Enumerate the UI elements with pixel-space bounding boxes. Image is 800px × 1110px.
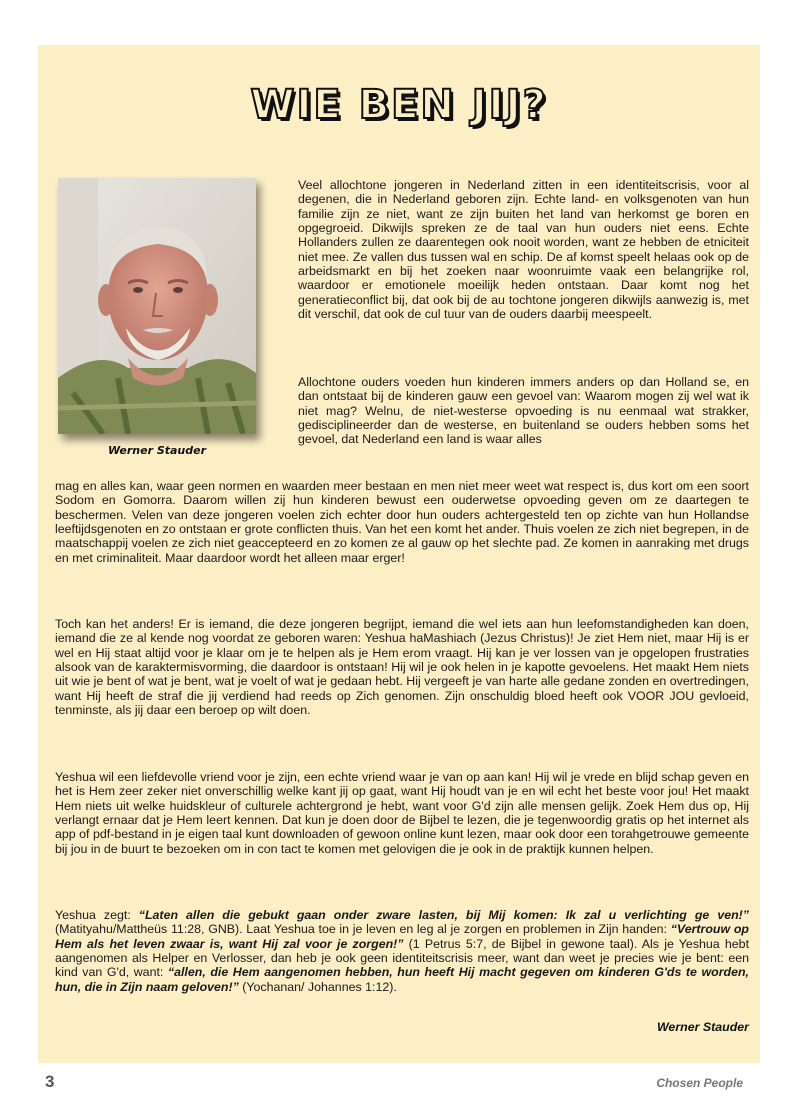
author-signature: Werner Stauder bbox=[656, 1020, 749, 1034]
text-segment: (Matityahu/Mattheüs 11:28, GNB). Laat Yeshua toe in je leven en leg al je zorgen en problemen in Zijn handen: bbox=[55, 922, 671, 937]
bible-quote: “allen, die Hem aangenomen hebben, hun heeft Hij macht gegeven om kinderen G'ds te worden, hun, die in Zijn naam geloven!” bbox=[55, 965, 749, 994]
paragraph-3: mag en alles kan, waar geen normen en waarden meer bestaan en men niet meer weet wat respect is, dus kort om een soort Sodom en Gomorra. Daarom willen zij hun kinderen bewust een ouderwetse opvoeding geven om ze daartegen te beschermen. Velen van deze jongeren voelen zich echter door hun ouders achtergesteld ten op zichte van hun Hollandse leeftijdsgenoten en zo ontstaan er grote conflicten thuis. Van het een komt het ander. Thuis voelen ze zich niet begrepen, in de maatschappij voelen ze zich niet geaccepteerd en zo komen ze al gauw op het slechte pad. Ze komen in aanraking met drugs en met criminaliteit. Maar daardoor wordt het alleen maar erger! bbox=[55, 479, 749, 565]
bible-quote: “Laten allen die gebukt gaan onder zware lasten, bij Mij komen: Ik zal u verlichting ge ven!” bbox=[138, 908, 749, 922]
photo-caption: Werner Stauder bbox=[107, 444, 207, 457]
author-photo bbox=[58, 178, 256, 434]
paragraph-1: Veel allochtone jongeren in Nederland zitten in een identiteitscrisis, voor al degenen, die in Nederland geboren zijn. Echte land- en volksgenoten van hun familie zijn ze niet, want ze zijn buiten het land van herkomst ge boren en opgegroeid. Dikwijls spreken ze de taal van hun ouders niet eens. Echte Hollanders zullen ze daarentegen ook nooit worden, want ze hebben de etniciteit niet mee. Ze vallen dus tussen wal en schip. De af komst speelt helaas ook op de arbeidsmarkt en bij het zoeken naar woonruimte vaak een belangrijke rol, waardoor er emotionele moeilijk heden ontstaan. Daar komt nog het generatieconflict bij, dat ook bij de au tochtone jongeren dikwijls aanwezig is, met dit verschil, dat ook de cul tuur van de ouders daarbij meespeelt. bbox=[298, 178, 749, 322]
paragraph-5: Yeshua wil een liefdevolle vriend voor je zijn, een echte vriend waar je van op aan kan! Hij wil je vrede en blijd schap geven en het is Hem zeer zeker niet onverschillig welke kant jij op gaat, want Hij houdt van je en wil echt het beste voor jou! Het maakt Hem niets uit welke huidskleur of culturele achtergrond je hebt, want voor G'd zijn alle mensen gelijk. Zoek Hem dus op, Hij verlangt ernaar dat je Hem leert kennen. Dat kun je doen door de Bijbel te lezen, die je tegenwoordig gratis op het internet als app of pdf-bestand in je eigen taal kunt downloaden of gewoon online kunt lezen, maar ook door een torahgetrouwe gemeente bij jou in de buurt te bezoeken om in con tact te komen met gelovigen die je ook in de praktijk kunnen helpen. bbox=[55, 770, 749, 856]
paragraph-4: Toch kan het anders! Er is iemand, die deze jongeren begrijpt, iemand die wel iets aan hun leefomstandigheden kan doen, iemand die ze al kende nog voordat ze geboren waren: Yeshua haMashiach (Jezus Christus)! Je ziet Hem niet, maar Hij is er wel en Hij staat altijd voor je klaar om je te helpen als je Hem erom vraagt. Hij kan je ver lossen van je opgelopen frustraties alsook van de karaktermisvorming, die daardoor is ontstaan! Hij wil je ook helen in je kapotte gevoelens. Het maakt Hem niets uit wie je bent of wat je bent, wat je voelt of wat je gedaan hebt. Hij vergeeft je van harte alle gedane zonden en overtredingen, want Hij heeft de straf die jij verdiend had reeds op Zich genomen. Zijn onschuldig bloed heeft ook VOOR JOU gevloeid, tenminste, als jij daar een beroep op wilt doen. bbox=[55, 617, 749, 718]
paragraph-6 bbox=[55, 908, 749, 994]
text-segment: (Yochanan/ Johannes 1:12). bbox=[238, 979, 397, 994]
paragraph-2: Allochtone ouders voeden hun kinderen immers anders op dan Holland se, en dan ontstaat bij de kinderen gauw een gevoel van: Waarom mogen zij wel wat ik niet mag? Welnu, de niet-westerse opvoeding is nu eenmaal wat strakker, gedisciplineerder dan de westerse, en buitenland se ouders hebben soms het gevoel, dat Nederland een land is waar alles bbox=[298, 375, 749, 447]
bible-quote: “Vertrouw op Hem als het leven zwaar is, want Hij zal voor je zorgen!” bbox=[55, 922, 749, 951]
page-title: WIE BEN JIJ? bbox=[250, 82, 548, 128]
text-segment: (1 Petrus 5:7, de Bijbel in gewone taal). Als je Yeshua hebt aangenomen als Helper en Verlosser, dan heb je ook geen identiteitscrisis meer, want dan weet je precies wie je bent: een kind van G'd, want: bbox=[55, 936, 750, 980]
text-segment: Yeshua zegt: bbox=[55, 908, 139, 922]
publication-name: Chosen People bbox=[656, 1076, 743, 1090]
author-portrait-image bbox=[58, 178, 256, 434]
page-number: 3 bbox=[45, 1072, 55, 1091]
